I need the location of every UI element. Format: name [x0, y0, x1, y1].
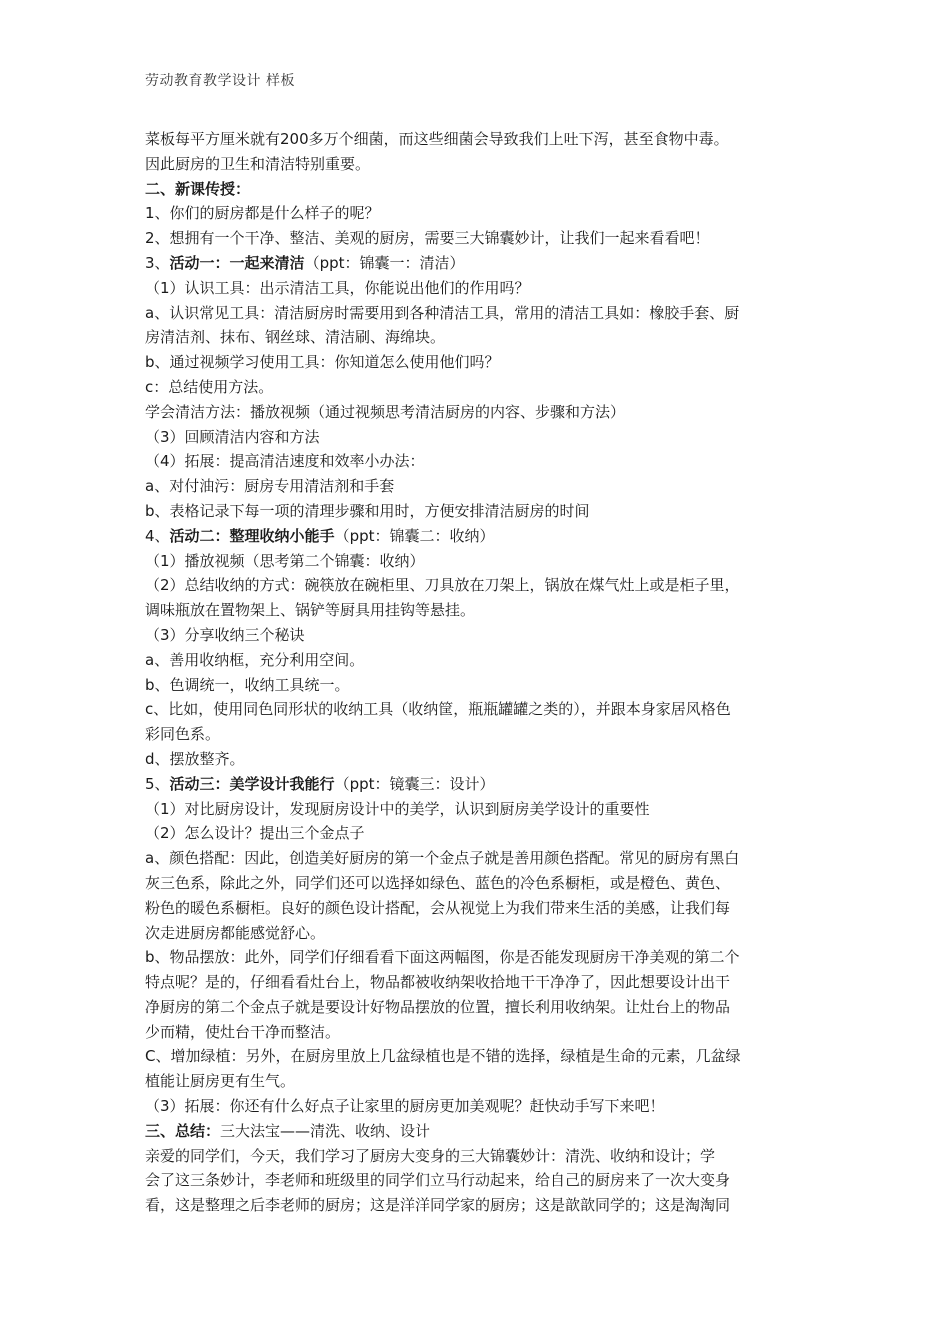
text-line [145, 896, 810, 921]
text-line [145, 301, 810, 326]
text-run: （3）回顾清洁内容和方法 [145, 427, 320, 446]
page-header: 劳动教育教学设计 样板 [145, 73, 295, 89]
text-run: d、摆放整齐。 [145, 749, 245, 768]
text-run: a、认识常见工具：清洁厨房时需要用到各种清洁工具，常用的清洁工具如：橡胶手套、厨 [145, 303, 740, 322]
text-run: 少而精，使灶台干净而整洁。 [145, 1022, 341, 1041]
text-line [145, 226, 810, 251]
text-run: 3、 [145, 253, 170, 272]
text-run: （ppt：锦囊二：收纳） [334, 526, 495, 545]
text-run: 因此厨房的卫生和清洁特别重要。 [145, 154, 371, 173]
text-line [145, 1119, 810, 1144]
text-line [145, 251, 810, 276]
text-run: C、增加绿植：另外，在厨房里放上几盆绿植也是不错的选择，绿植是生命的元素，几盆绿 [145, 1047, 741, 1066]
text-run: 4、 [145, 526, 170, 545]
text-line [145, 1193, 810, 1218]
text-run: （3）分享收纳三个秘诀 [145, 625, 305, 644]
text-line [145, 549, 810, 574]
text-line [145, 524, 810, 549]
text-line [145, 350, 810, 375]
text-line [145, 623, 810, 648]
text-line [145, 1144, 810, 1169]
text-line [145, 1069, 810, 1094]
text-line [145, 921, 810, 946]
text-run: a、对付油污：厨房专用清洁剂和手套 [145, 477, 395, 496]
text-run: 植能让厨房更有生气。 [145, 1072, 296, 1091]
text-run: 调味瓶放在置物架上、锅铲等厨具用挂钩等悬挂。 [145, 601, 476, 620]
text-run: （2）总结收纳的方式：碗筷放在碗柜里、刀具放在刀架上，锅放在煤气灶上或是柜子里， [145, 576, 740, 595]
text-line [145, 425, 810, 450]
text-run: a、颜色搭配：因此，创造美好厨房的第一个金点子就是善用颜色搭配。常见的厨房有黑白 [145, 849, 740, 868]
text-line [145, 821, 810, 846]
text-run: （2）怎么设计？提出三个金点子 [145, 824, 365, 843]
text-line [145, 375, 810, 400]
text-run: b、色调统一，收纳工具统一。 [145, 675, 350, 694]
text-line [145, 177, 810, 202]
text-line [145, 1044, 810, 1069]
text-line [145, 1094, 810, 1119]
text-run: 会了这三条妙计，李老师和班级里的同学们立马行动起来，给自己的厨房来了一次大变身 [145, 1171, 731, 1190]
text-run: 灰三色系，除此之外，同学们还可以选择如绿色、蓝色的冷色系橱柜，或是橙色、黄色、 [145, 873, 731, 892]
text-line [145, 846, 810, 871]
text-run: c：总结使用方法。 [145, 377, 274, 396]
text-run: （4）拓展：提高清洁速度和效率小办法： [145, 452, 425, 471]
text-run: （3）拓展：你还有什么好点子让家里的厨房更加美观呢？赶快动手写下来吧！ [145, 1097, 665, 1116]
text-run: b、表格记录下每一项的清理步骤和用时，方便安排清洁厨房的时间 [145, 501, 590, 520]
text-run: （ppt：锦囊一：清洁） [304, 253, 465, 272]
text-run: 亲爱的同学们，今天，我们学习了厨房大变身的三大锦囊妙计：清洗、收纳和设计；学 [145, 1146, 716, 1165]
text-line [145, 499, 810, 524]
text-line [145, 573, 810, 598]
bold-text-run: 活动一：一起来清洁 [169, 253, 305, 272]
text-run: 5、 [145, 774, 170, 793]
text-line [145, 449, 810, 474]
text-run: 特点呢？是的，仔细看看灶台上，物品都被收纳架收拾地干干净净了，因此想要设计出干 [145, 973, 731, 992]
bold-text-run: 活动二：整理收纳小能手 [169, 526, 335, 545]
text-run: 彩同色系。 [145, 725, 221, 744]
text-run: c、比如，使用同色同形状的收纳工具（收纳筐，瓶瓶罐罐之类的），并跟本身家居风格色 [145, 700, 731, 719]
text-line [145, 945, 810, 970]
text-line [145, 201, 810, 226]
text-run: 看，这是整理之后李老师的厨房；这是洋洋同学家的厨房；这是歆歆同学的；这是淘淘同 [145, 1196, 731, 1215]
text-line [145, 276, 810, 301]
text-run: b、通过视频学习使用工具：你知道怎么使用他们吗？ [145, 353, 500, 372]
text-line [145, 648, 810, 673]
text-line [145, 325, 810, 350]
text-line [145, 152, 810, 177]
text-run: 1、你们的厨房都是什么样子的呢？ [145, 204, 380, 223]
text-line [145, 127, 810, 152]
text-run: 粉色的暖色系橱柜。良好的颜色设计搭配，会从视觉上为我们带来生活的美感，让我们每 [145, 898, 731, 917]
text-line [145, 474, 810, 499]
text-run: 三大法宝——清洗、收纳、设计 [220, 1121, 431, 1140]
bold-text-run: 活动三：美学设计我能行 [169, 774, 335, 793]
text-line [145, 995, 810, 1020]
text-line [145, 697, 810, 722]
text-run: 菜板每平方厘米就有200多万个细菌，而这些细菌会导致我们上吐下泻，甚至食物中毒。 [145, 130, 729, 148]
text-line [145, 1020, 810, 1045]
text-run: 净厨房的第二个金点子就是要设计好物品摆放的位置，擅长利用收纳架。让灶台上的物品 [145, 997, 731, 1016]
text-run: b、物品摆放：此外，同学们仔细看看下面这两幅图，你是否能发现厨房干净美观的第二个 [145, 948, 740, 967]
text-run: 学会清洁方法：播放视频（通过视频思考清洁厨房的内容、步骤和方法） [145, 402, 626, 421]
text-run: （1）对比厨房设计，发现厨房设计中的美学，认识到厨房美学设计的重要性 [145, 799, 650, 818]
text-line [145, 747, 810, 772]
text-run: 房清洁剂、抹布、钢丝球、清洁刷、海绵块。 [145, 328, 446, 347]
text-line [145, 1168, 810, 1193]
text-line [145, 722, 810, 747]
text-line [145, 772, 810, 797]
text-run: 次走进厨房都能感觉舒心。 [145, 923, 326, 942]
text-line [145, 970, 810, 995]
text-run: 2、想拥有一个干净、整洁、美观的厨房，需要三大锦囊妙计，让我们一起来看看吧！ [145, 229, 710, 248]
text-run: a、善用收纳框，充分利用空间。 [145, 650, 365, 669]
text-line [145, 598, 810, 623]
text-line [145, 871, 810, 896]
bold-text-run: 二、新课传授： [145, 179, 251, 198]
text-run: （1）播放视频（思考第二个锦囊：收纳） [145, 551, 425, 570]
text-run: （1）认识工具：出示清洁工具，你能说出他们的作用吗？ [145, 278, 530, 297]
text-line [145, 673, 810, 698]
bold-text-run: 三、总结： [145, 1121, 221, 1140]
text-line [145, 400, 810, 425]
text-line [145, 797, 810, 822]
document-body [145, 127, 810, 1218]
text-run: （ppt：镜囊三：设计） [334, 774, 495, 793]
